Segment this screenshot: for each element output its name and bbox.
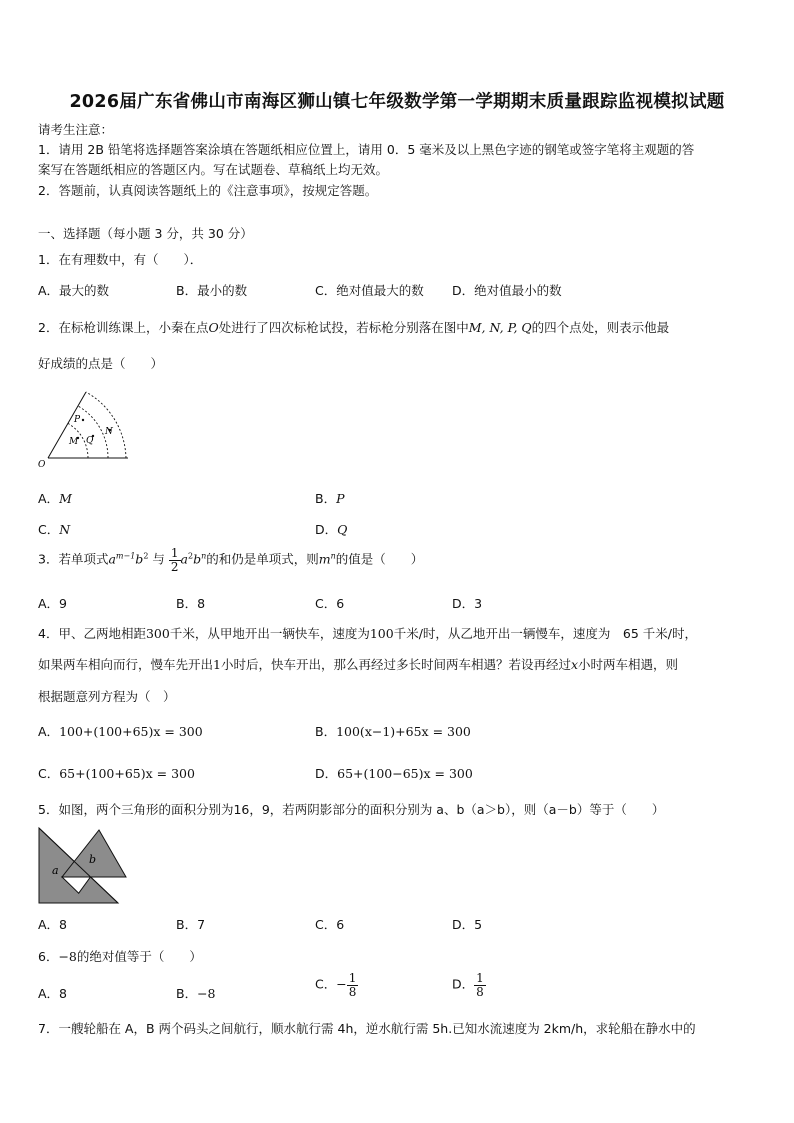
question-4-line-3: 根据题意列方程为（ ） <box>38 689 176 704</box>
label-o: O <box>38 460 46 470</box>
q1-option-b: B．最小的数 <box>176 283 248 298</box>
triangles-figure <box>38 825 130 905</box>
javelin-figure <box>36 386 136 470</box>
question-2-stem-line-2: 好成绩的点是（ ） <box>38 356 164 371</box>
q1-option-a: A．最大的数 <box>38 283 110 298</box>
section-heading: 一、选择题（每小题 3 分，共 30 分） <box>38 226 253 241</box>
question-5-stem: 5．如图，两个三角形的面积分别为16，9，若两阴影部分的面积分别为 a、b（a＞b），则（a－b）等于（ ） <box>38 802 665 817</box>
question-1-stem: 1．在有理数中，有（ ）． <box>38 252 203 267</box>
label-p: P <box>74 415 81 425</box>
question-6-stem: 6．−8的绝对值等于（ ） <box>38 949 202 964</box>
q4-option-b: B．100(x−1)+65x = 300 <box>315 724 471 739</box>
q3-option-d: D．3 <box>452 596 483 611</box>
q4-option-d: D．65+(100−65)x = 300 <box>315 766 473 781</box>
q4-option-c: C．65+(100+65)x = 300 <box>38 766 195 781</box>
q6-option-d: D． $\frac{1}{8}$ <box>452 971 484 999</box>
notice-heading: 请考生注意： <box>38 122 114 137</box>
q5-option-b: B．7 <box>176 917 206 932</box>
q5-option-d: D．5 <box>452 917 483 932</box>
q5-option-a: A．8 <box>38 917 68 932</box>
q6-option-a: A．8 <box>38 986 68 1001</box>
q6-option-c: C．− $\frac{1}{8}$ <box>315 971 357 999</box>
question-7-stem: 7．一艘轮船在 A，B 两个码头之间航行，顺水航行需 4h，逆水航行需 5h.已知水流速度为 2km/h，求轮船在静水中的 <box>38 1021 696 1036</box>
q3-option-a: A．9 <box>38 596 68 611</box>
question-4-line-1: 4．甲、乙两地相距300千米，从甲地开出一辆快车，速度为100千米/时，从乙地开出一辆慢车，速度为 65 千米/时， <box>38 626 698 641</box>
q6-option-b: B．−8 <box>176 986 216 1001</box>
question-4-line-2: 如果两车相向而行，慢车先开出1小时后，快车开出，那么再经过多长时间两车相遇？若设再经过x小时两车相遇，则 <box>38 657 679 672</box>
q4-option-a: A．100+(100+65)x = 300 <box>38 724 203 739</box>
q2-option-d: D．Q <box>315 522 348 537</box>
label-n: N <box>105 427 113 437</box>
q5-option-c: C．6 <box>315 917 345 932</box>
label-a: a <box>52 864 59 877</box>
fraction-one-half: $\frac{1}{2}$ <box>170 546 179 574</box>
notice-item-1-line-2: 案写在答题纸相应的答题区内。写在试题卷、草稿纸上均无效。 <box>38 162 389 177</box>
label-q: Q <box>86 436 94 446</box>
q1-option-d: D．绝对值最小的数 <box>452 283 562 298</box>
label-b: b <box>89 853 97 866</box>
q2-option-a: A．M <box>38 491 72 506</box>
q3-option-b: B．8 <box>176 596 206 611</box>
q3-option-c: C．6 <box>315 596 345 611</box>
q2-option-b: B．P <box>315 491 345 506</box>
question-3-stem: 3．若单项式$a^{m-1}b^2$ 与 $\frac{1}{2}$ $a^2b^n$的和仍是单项式，则$m^n$的值是（ ） <box>38 546 424 574</box>
notice-item-1-line-1: 1．请用 2B 铅笔将选择题答案涂填在答题纸相应位置上，请用 0．5 毫米及以上黑色字迹的钢笔或签字笔将主观题的答 <box>38 142 695 157</box>
notice-item-2: 2．答题前，认真阅读答题纸上的《注意事项》，按规定答题。 <box>38 183 378 198</box>
page-title: 2026届广东省佛山市南海区狮山镇七年级数学第一学期期末质量跟踪监视模拟试题 <box>69 92 725 112</box>
question-2-stem: 2．在标枪训练课上，小秦在点O处进行了四次标枪试投，若标枪分别落在图中M, N, P, Q的四个点处，则表示他最 <box>38 320 670 335</box>
q2-option-c: C．N <box>38 522 71 537</box>
q1-option-c: C．绝对值最大的数 <box>315 283 424 298</box>
label-m: M <box>69 437 79 447</box>
